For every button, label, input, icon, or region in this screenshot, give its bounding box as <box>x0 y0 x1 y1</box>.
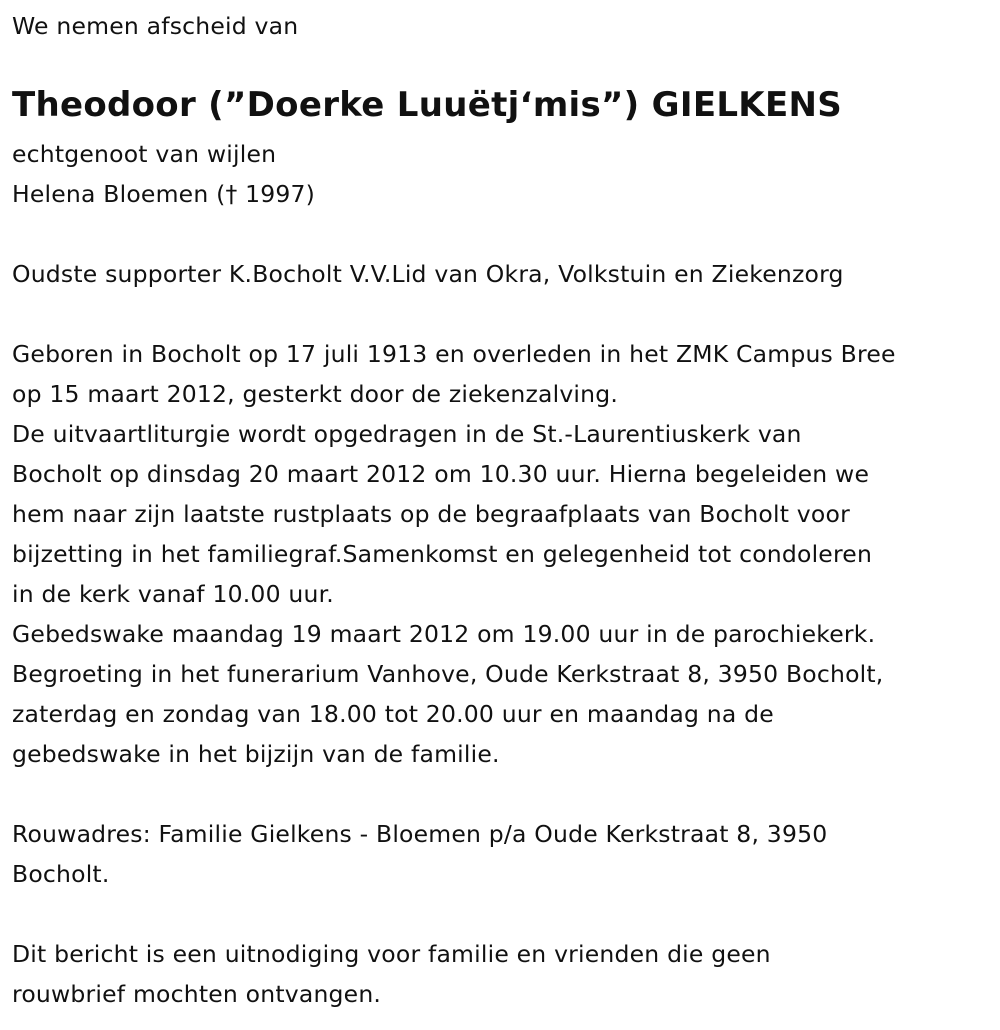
note-line: Dit bericht is een uitnodiging voor familie en vrienden die geen <box>12 940 771 968</box>
membership-block <box>12 254 844 294</box>
details-line: bijzetting in het familiegraf.Samenkomst en gelegenheid tot condoleren <box>12 540 873 568</box>
details-line: Bocholt op dinsdag 20 maart 2012 om 10.30 uur. Hierna begeleiden we <box>12 460 870 488</box>
spouse-block <box>12 134 315 214</box>
spouse-line: echtgenoot van wijlen <box>12 140 277 168</box>
note-line: rouwbrief mochten ontvangen. <box>12 980 382 1008</box>
details-line: zaterdag en zondag van 18.00 tot 20.00 uur en maandag na de <box>12 700 774 728</box>
intro-text: We nemen afscheid van <box>12 12 299 40</box>
mourning-address-block <box>12 814 827 894</box>
details-line: gebedswake in het bijzijn van de familie. <box>12 740 500 768</box>
address-line: Rouwadres: Familie Gielkens - Bloemen p/a Oude Kerkstraat 8, 3950 <box>12 820 828 848</box>
invitation-note-block <box>12 934 771 1014</box>
details-line: De uitvaartliturgie wordt opgedragen in de St.-Laurentiuskerk van <box>12 420 802 448</box>
details-line: Gebedswake maandag 19 maart 2012 om 19.00 uur in de parochiekerk. <box>12 620 876 648</box>
details-line: hem naar zijn laatste rustplaats op de begraafplaats van Bocholt voor <box>12 500 850 528</box>
membership-line: Oudste supporter K.Bocholt V.V.Lid van Okra, Volkstuin en Ziekenzorg <box>12 260 844 288</box>
deceased-name: Theodoor (”Doerke Luuëtj‘mis”) GIELKENS <box>12 85 843 125</box>
details-line: op 15 maart 2012, gesterkt door de ziekenzalving. <box>12 380 619 408</box>
details-line: Geboren in Bocholt op 17 juli 1913 en overleden in het ZMK Campus Bree <box>12 340 896 368</box>
address-line: Bocholt. <box>12 860 110 888</box>
details-line: in de kerk vanaf 10.00 uur. <box>12 580 334 608</box>
funeral-details-block <box>12 334 896 774</box>
details-line: Begroeting in het funerarium Vanhove, Oude Kerkstraat 8, 3950 Bocholt, <box>12 660 884 688</box>
spouse-line: Helena Bloemen († 1997) <box>12 180 316 208</box>
